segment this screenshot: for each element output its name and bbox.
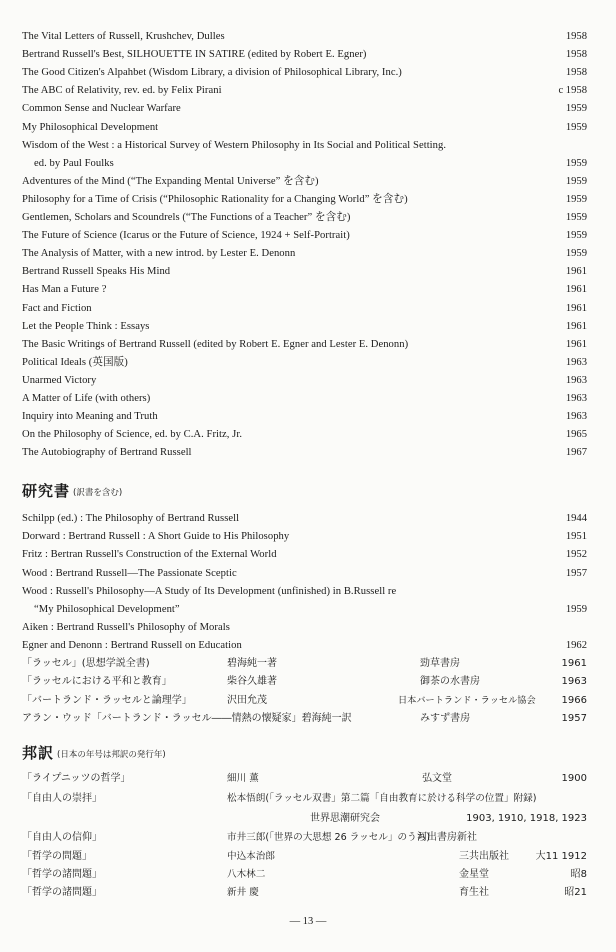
- translation-year: 昭21: [564, 887, 587, 898]
- research-jp-title: アラン・ウッド「バートランド・ラッセル――情熱の懐疑家」碧海純一訳: [22, 713, 352, 725]
- works-year: 1959: [565, 193, 587, 205]
- works-title: Adventures of the Mind (“The Expanding Mental Universe” を含む): [22, 175, 319, 187]
- research-year: 1944: [565, 513, 587, 524]
- works-title: Gentlemen, Scholars and Scoundrels (“The Functions of a Teacher” を含む): [22, 212, 351, 223]
- translation-title: 「ライプニッツの哲学」: [22, 773, 131, 784]
- works-year: c 1958: [558, 85, 587, 97]
- translation-heading-title: 邦訳: [22, 744, 55, 762]
- works-title: Let the People Think : Essays: [22, 320, 150, 332]
- research-year: 1957: [565, 567, 587, 579]
- works-title: Bertrand Russell's Best, SILHOUETTE IN SATIRE (edited by Robert E. Egner): [22, 49, 367, 61]
- research-heading: [22, 480, 122, 501]
- works-year: 1965: [565, 429, 587, 441]
- research-jp-title: 「ラッセルにおける平和と教育」: [22, 676, 172, 688]
- research-jp-author: 碧海純一著: [227, 658, 277, 669]
- works-year: 1959: [565, 103, 587, 115]
- works-year: 1958: [565, 49, 587, 61]
- works-year: 1961: [565, 320, 587, 332]
- works-year: 1958: [565, 67, 587, 79]
- works-title: Political Ideals (英国版): [22, 356, 128, 368]
- page-number: — 13 —: [289, 916, 327, 927]
- works-year: 1959: [565, 212, 587, 223]
- translation-heading-note: (日本の年号は邦訳の発行年): [57, 750, 166, 760]
- translation-publisher: 世界思潮研究会: [310, 813, 380, 824]
- works-year: 1961: [565, 338, 587, 350]
- translation-publisher: 河出書房新社: [417, 832, 477, 843]
- research-title: Wood : Bertrand Russell—The Passionate Sceptic: [22, 567, 237, 579]
- works-year: 1963: [565, 356, 587, 368]
- translation-translator: 松本悟朗(「ラッセル双書」第二篇「自由教育に於ける科学の位置」附録): [227, 793, 537, 804]
- research-title: Egner and Denonn : Bertrand Russell on Education: [22, 640, 242, 652]
- works-year: 1963: [565, 411, 587, 423]
- translation-translator: 中込本治郎: [227, 851, 275, 862]
- research-jp-title: 「ラッセル」(思想学説全書): [22, 658, 150, 669]
- works-year: 1963: [565, 393, 587, 404]
- translation-publisher: 金星堂: [459, 869, 489, 880]
- research-jp-publisher: 勁草書房: [420, 658, 460, 669]
- works-title: Has Man a Future ?: [22, 284, 107, 296]
- works-title: The ABC of Relativity, rev. ed. by Felix Pirani: [22, 85, 222, 97]
- works-year: 1959: [565, 230, 587, 242]
- translation-translator: 八木林二: [227, 869, 266, 880]
- research-title: Fritz : Bertran Russell's Construction of the External World: [22, 549, 277, 561]
- research-heading-title: 研究書: [22, 482, 71, 500]
- works-title: The Autobiography of Bertrand Russell: [22, 447, 192, 459]
- works-year: 1959: [565, 121, 587, 133]
- works-title: Fact and Fiction: [22, 302, 92, 314]
- works-title: Bertrand Russell Speaks His Mind: [22, 266, 171, 278]
- research-jp-year: 1963: [561, 676, 587, 688]
- works-title: Inquiry into Meaning and Truth: [22, 411, 158, 423]
- works-title: Wisdom of the West : a Historical Survey of Western Philosophy in Its Social and Political Setting.: [22, 139, 447, 151]
- works-year: 1959: [565, 175, 587, 187]
- works-title: ed. by Paul Foulks: [34, 157, 114, 169]
- works-title: The Basic Writings of Bertrand Russell (edited by Robert E. Egner and Lester E. Denonn): [22, 338, 409, 350]
- research-year: 1952: [565, 549, 587, 561]
- translation-translator: 市井三郎(「世界の大思想 26 ラッセル」のうち): [227, 832, 431, 843]
- translation-publisher: 弘文堂: [422, 773, 452, 784]
- works-year: 1961: [565, 302, 587, 314]
- research-title: Aiken : Bertrand Russell's Philosophy of Morals: [22, 622, 230, 634]
- research-title: “My Philosophical Development”: [34, 604, 180, 615]
- works-title: The Future of Science (Icarus or the Future of Science, 1924 + Self-Portrait): [22, 230, 350, 242]
- works-title: The Good Citizen's Alpahbet (Wisdom Library, a division of Philosophical Library, Inc.): [22, 67, 402, 79]
- translation-publisher: 育生社: [459, 887, 489, 898]
- works-title: The Analysis of Matter, with a new introd. by Lester E. Denonn: [22, 248, 296, 260]
- works-year: 1958: [565, 31, 587, 42]
- works-title: Common Sense and Nuclear Warfare: [22, 103, 181, 115]
- translation-title: 「自由人の崇拝」: [22, 793, 102, 804]
- translation-heading: [22, 742, 166, 763]
- translation-translator: 細川 薫: [227, 773, 259, 784]
- works-title: Philosophy for a Time of Crisis (“Philosophic Rationality for a Changing World” を含む): [22, 193, 408, 205]
- works-year: 1959: [565, 157, 587, 169]
- research-jp-year: 1961: [561, 658, 587, 669]
- works-title: My Philosophical Development: [22, 121, 159, 133]
- translation-year: 昭8: [570, 869, 587, 880]
- research-jp-publisher: 日本バートランド・ラッセル協会: [398, 694, 536, 706]
- works-year: 1961: [565, 266, 587, 278]
- works-title: On the Philosophy of Science, ed. by C.A. Fritz, Jr.: [22, 429, 243, 441]
- translation-year: 1903, 1910, 1918, 1923: [466, 813, 587, 824]
- research-jp-publisher: みすず書房: [420, 713, 471, 725]
- research-year: 1959: [565, 604, 587, 615]
- works-year: 1967: [565, 447, 587, 459]
- translation-title: 「哲学の問題」: [22, 851, 92, 862]
- research-title: Dorward : Bertrand Russell : A Short Guide to His Philosophy: [22, 531, 290, 543]
- translation-title: 「哲学の諸問題」: [22, 869, 102, 880]
- research-heading-note: (訳書を含む): [73, 488, 123, 498]
- works-title: A Matter of Life (with others): [22, 393, 151, 404]
- research-jp-author: 沢田允茂: [227, 694, 267, 706]
- translation-title: 「哲学の諸問題」: [22, 887, 102, 898]
- works-title: Unarmed Victory: [22, 374, 97, 386]
- works-title: The Vital Letters of Russell, Krushchev, Dulles: [22, 31, 225, 42]
- research-year: 1962: [565, 640, 587, 652]
- translation-translator: 新井 慶: [227, 887, 259, 898]
- research-jp-title: 「バートランド・ラッセルと論理学」: [22, 694, 192, 706]
- research-jp-publisher: 御茶の水書房: [420, 676, 480, 688]
- research-title: Wood : Russell's Philosophy—A Study of Its Development (unfinished) in B.Russell re: [22, 585, 397, 597]
- translation-year: 1900: [561, 773, 587, 784]
- research-jp-year: 1957: [561, 713, 587, 725]
- translation-publisher: 三共出版社: [459, 851, 509, 862]
- works-year: 1959: [565, 248, 587, 260]
- translation-title: 「自由人の信仰」: [22, 832, 102, 843]
- research-year: 1951: [565, 531, 587, 543]
- research-title: Schilpp (ed.) : The Philosophy of Bertrand Russell: [22, 513, 240, 524]
- works-year: 1961: [565, 284, 587, 296]
- translation-year: 大11 1912: [535, 851, 587, 862]
- research-jp-author: 柴谷久雄著: [227, 676, 277, 688]
- research-jp-year: 1966: [561, 694, 587, 706]
- works-year: 1963: [565, 374, 587, 386]
